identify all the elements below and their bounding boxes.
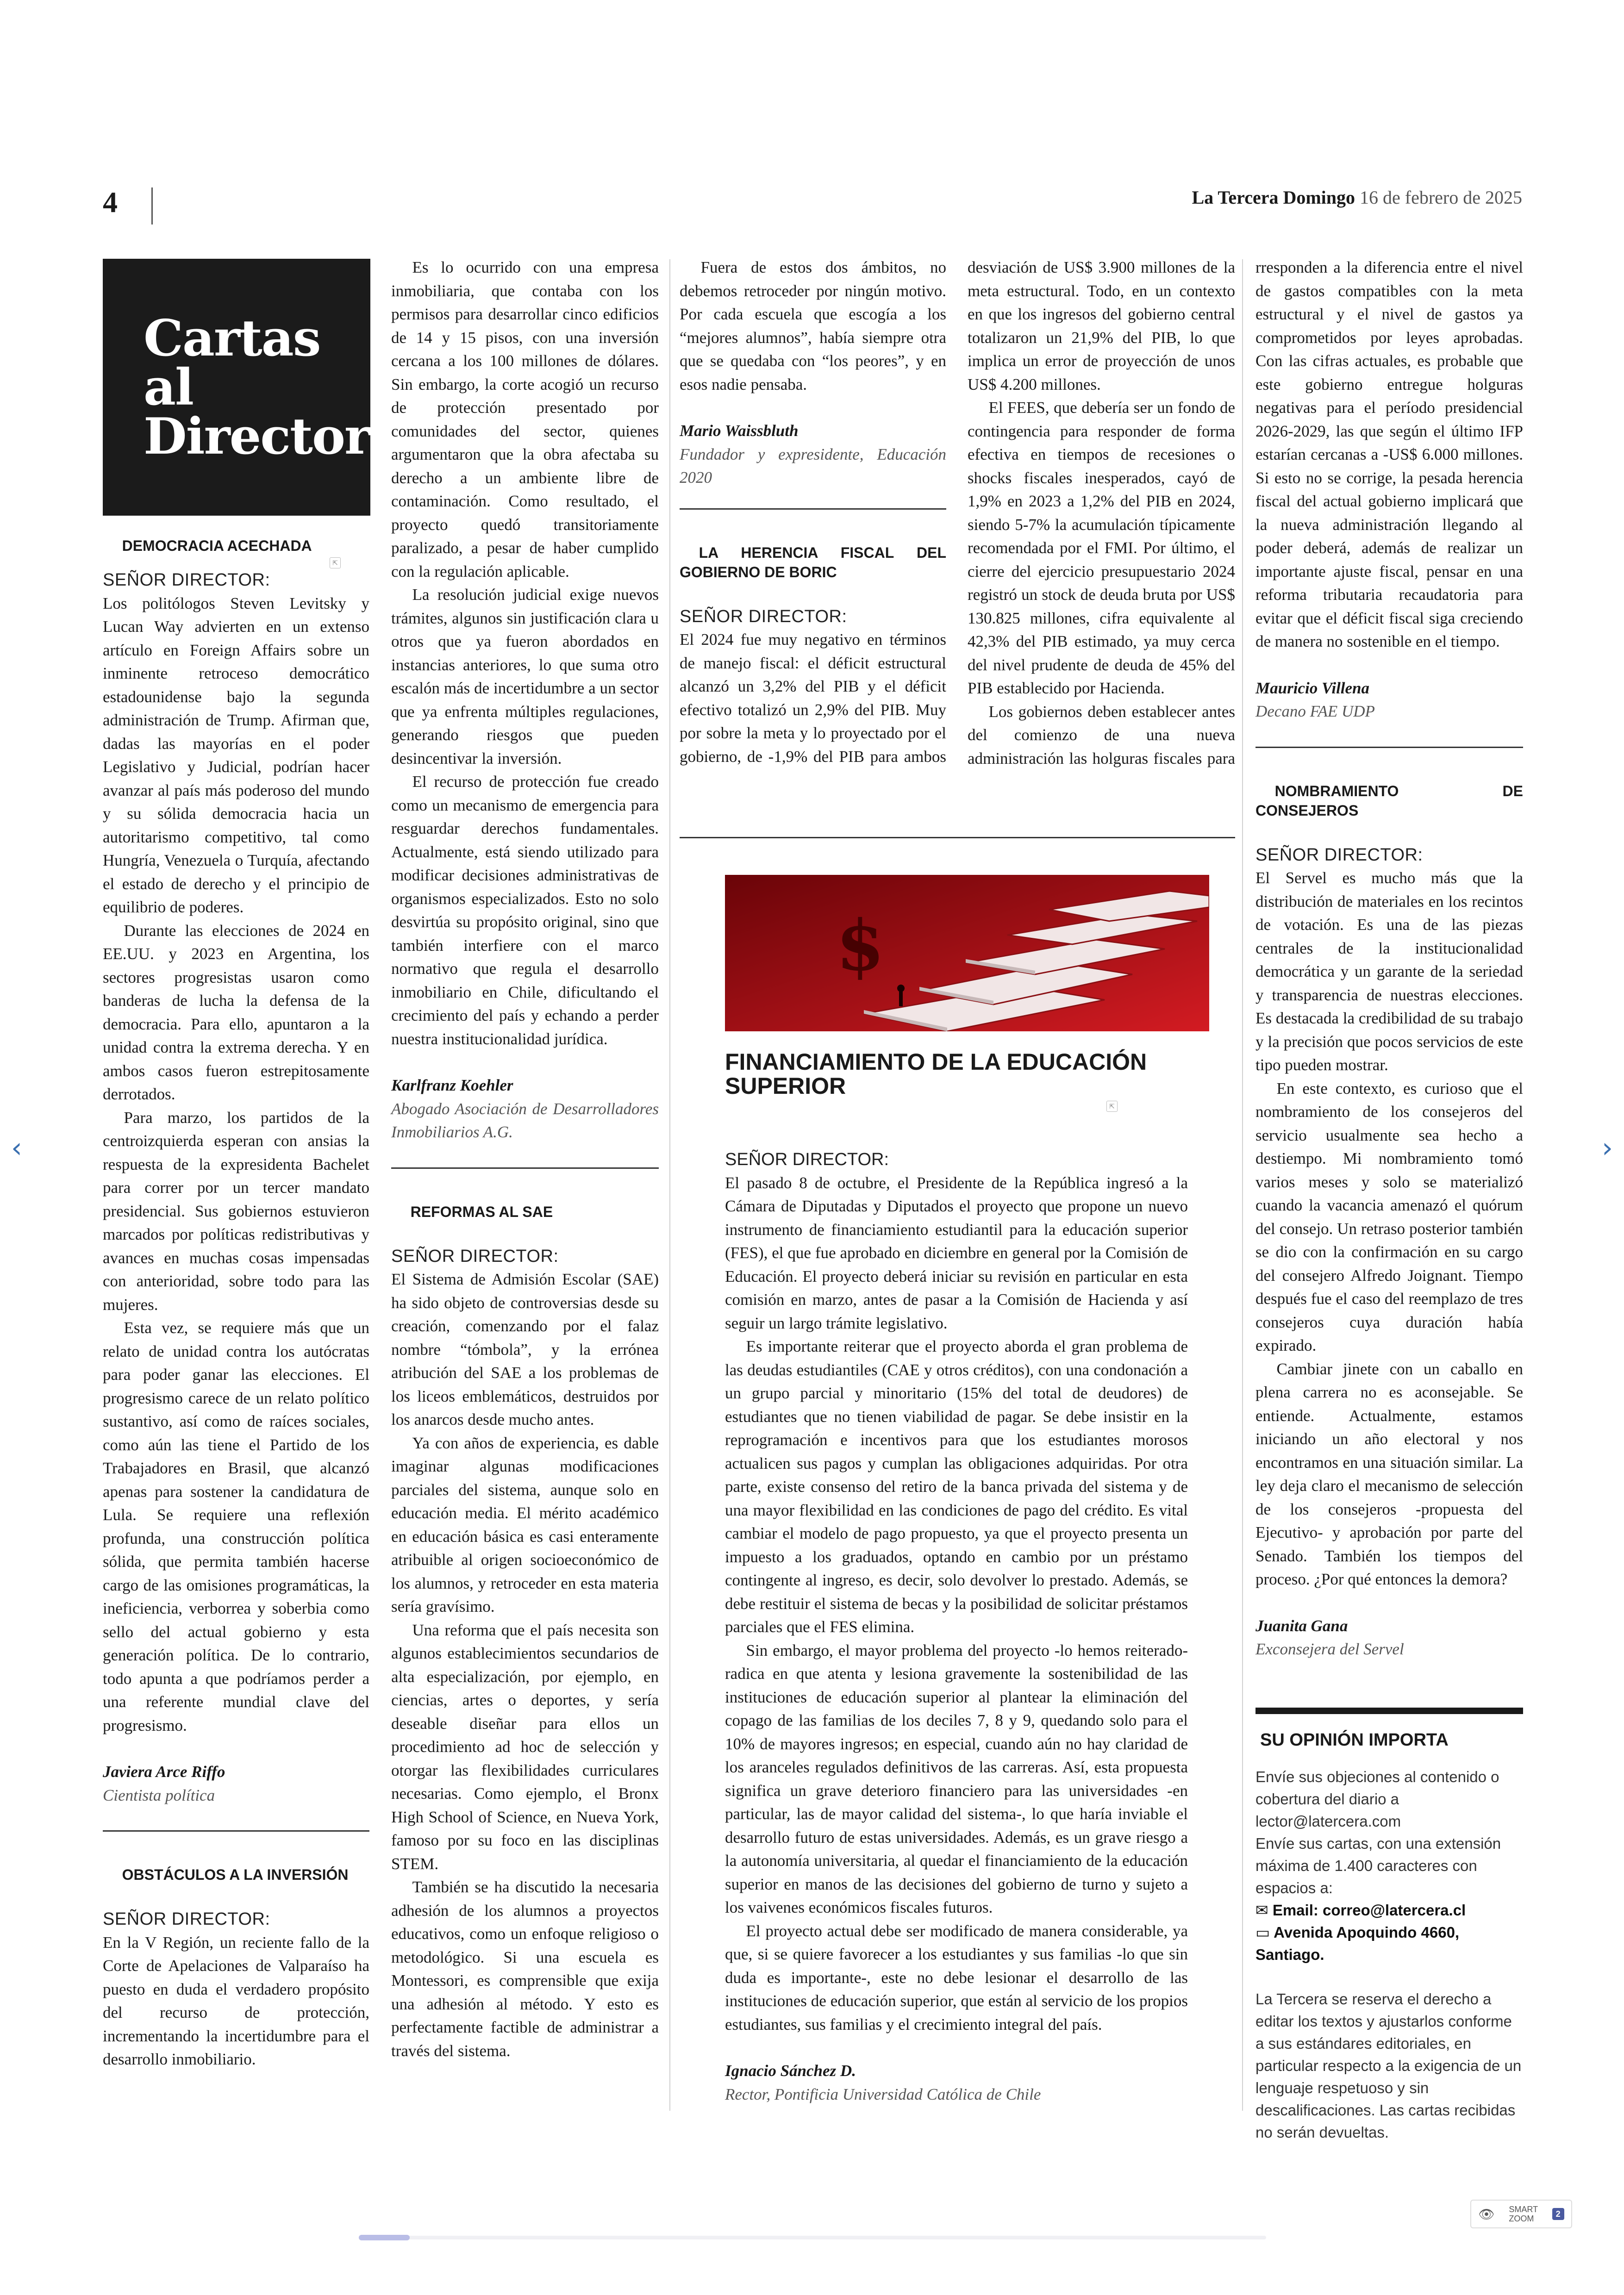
- paragraph: Para marzo, los partidos de la centroizquierda esperan con ansias la respuesta de la expresidenta Bachelet para correr por un tercer mandato presidencial. Sus gobiernos estuvieron marcados por políticas redistributivas y avances en muchas cosas impensadas con anterioridad, sobre todo para las mujeres.: [103, 1108, 369, 1314]
- letter-author-role: Decano FAE UDP: [1255, 702, 1375, 720]
- opinion-box-body: [1255, 1766, 1523, 2144]
- mailbox-icon: ▭: [1255, 1924, 1270, 1941]
- letter-title-democracia: DEMOCRACIA ACECHADA: [122, 537, 312, 554]
- divider: [391, 1167, 659, 1169]
- opinion-email-row: [1255, 1899, 1523, 1921]
- paragraph: Sin embargo, el mayor problema del proyecto -lo hemos reiterado- radica en que atenta y lesiona gravemente la sostenibilidad de las instituciones de educación superior al plantear la eliminación del copago de las familias de los deciles 7, 8 y 9, quedando solo para el 10% de mayores ingresos; en especial, cuando aún no hay claridad de los aranceles regulados definitivos de las carreras. Así, esta propuesta significa un grave deterioro financiero para las universidades -en particular, las de mayor calidad del sistema-, lo que haría inviable el desarrollo futuro de estas universidades. Además, es un grave riesgo a la autonomía universitaria, al quedar el financiamiento de la educación superior en manos de las decisiones del gobierno de turno y sujeto a los vaivenes económicos fiscales futuros.: [725, 1641, 1188, 1916]
- letter-title-herencia: LA HERENCIA FISCAL DEL GOBIERNO DE BORIC: [680, 544, 946, 580]
- chevron-right-icon[interactable]: ›: [1602, 1132, 1613, 1164]
- opinion-line: Envíe sus cartas, con una extensión máxima de 1.400 caracteres con espacios a:: [1255, 1835, 1501, 1896]
- opinion-line: Envíe sus objeciones al contenido o cobertura del diario a: [1255, 1768, 1499, 1808]
- section-title-box: [103, 259, 370, 516]
- opinion-disclaimer: La Tercera se reserva el derecho a editar los textos y ajustarlos conforme a sus estándares editoriales, en particular respecto a la exigencia de un lenguaje respetuoso y sin descalificaciones. Las cartas recibidas no serán devueltas.: [1255, 1990, 1522, 2141]
- column-4: [968, 256, 1235, 771]
- letter-author: Javiera Arce Riffo: [103, 1763, 225, 1781]
- publication-name: La Tercera Domingo: [1192, 187, 1355, 208]
- opinion-email[interactable]: Email: correo@latercera.cl: [1272, 1902, 1466, 1919]
- letter-author-role: Abogado Asociación de Desarrolladores Inmobiliarios A.G.: [391, 1099, 659, 1141]
- paragraph: Durante las elecciones de 2024 en EE.UU. y 2023 en Argentina, los sectores progresistas usaron como banderas de lucha la defensa de la democracia. Para ello, apuntaron a la unidad contra la extrema derecha. Y en ambos casos fueron estrepitosamente derrotados.: [103, 921, 369, 1103]
- letter-author: Mauricio Villena: [1255, 679, 1370, 697]
- scrollbar-thumb[interactable]: [359, 2235, 410, 2240]
- letter-author-role: Cientista política: [103, 1786, 215, 1804]
- letter-title-obstaculos: OBSTÁCULOS A LA INVERSIÓN: [122, 1866, 349, 1883]
- paragraph: En este contexto, es curioso que el nombramiento de los consejeros del servicio usualmente sea hecho a destiempo. Mi nombramiento tomó varios meses y solo se materializó cuando la vacancia amenazó el quórum del consejo. Un retraso posterior también se dio con la confirmación en su cargo del consejero Alfredo Joignant. Tiempo después fue el caso del reemplazo de tres consejeros cuya duración había expirado.: [1255, 1079, 1523, 1354]
- letter-author: Mario Waissbluth: [680, 422, 799, 440]
- column-5: [1255, 256, 1523, 1661]
- article-illustration: [725, 875, 1209, 1031]
- letter-title-sae: REFORMAS AL SAE: [410, 1203, 553, 1220]
- publication-date: 16 de febrero de 2025: [1360, 187, 1522, 208]
- letter-title-educacion: FINANCIAMIENTO DE LA EDUCACIÓN SUPERIOR: [725, 1049, 1147, 1099]
- page-number-separator: [151, 187, 153, 225]
- svg-text:$: $: [836, 905, 885, 986]
- paragraph: Fuera de estos dos ámbitos, no debemos retroceder por ningún motivo. Por cada escuela que escogía a los “mejores alumnos”, había siempre otra que se quedaba con “los peores”, y en esos nadie pensaba.: [680, 258, 946, 393]
- section-title-line-2: Director: [144, 407, 370, 466]
- paragraph: Cambiar jinete con un caballo en plena carrera no es aconsejable. Se entiende. Actualmente, estamos iniciando un año electoral y nos encontramos en una situación similar. La ley deja claro el mecanismo de selección de los consejeros -propuesta del Ejecutivo- y aprobación por parte del Senado. También los tiempos del proceso. ¿Por qué entonces la demora?: [1255, 1360, 1523, 1588]
- paragraph: Los gobiernos deben establecer antes del comienzo de una nueva administración las holguras fiscales para: [968, 702, 1235, 767]
- education-article-body: [725, 1148, 1188, 2106]
- salutation: SEÑOR DIRECTOR:: [725, 1150, 889, 1169]
- paragraph: Los politólogos Steven Levitsky y Lucan Way advierten en un extenso artículo en Foreign Affairs sobre un inminente retroceso democrático estadounidense bajo la segunda administración de Trump. Afirman que, dadas las mayorías en el poder Legislativo y Judicial, podrían hacer avanzar al país más poderoso del mundo y su sólida democracia hacia un autoritarismo competitivo, tal como Hungría, Venezuela o Turquía, afectando el estado de derecho y el principio de equilibrio de poderes.: [103, 594, 369, 916]
- envelope-icon: ✉: [1255, 1902, 1268, 1919]
- letter-author: Karlfranz Koehler: [391, 1076, 513, 1094]
- page-badge: 2: [1552, 2208, 1564, 2220]
- opinion-box-rule: [1255, 1708, 1523, 1714]
- letter-author: Ignacio Sánchez D.: [725, 2062, 856, 2080]
- salutation: SEÑOR DIRECTOR:: [680, 606, 847, 626]
- paragraph: El recurso de protección fue creado como un mecanismo de emergencia para resguardar derechos fundamentales. Actualmente, está siendo utilizado para modificar decisiones administrativas de organismos especializados. Esto no solo desvirtúa su propósito original, sino que también interfiere con el marco normativo que regula el desarrollo inmobiliario en Chile, dificultando el crecimiento del país y echando a perder nuestra institucionalidad jurídica.: [391, 773, 659, 1048]
- letter-author-role: Fundador y expresidente, Educación 2020: [680, 445, 946, 486]
- divider: [103, 1830, 369, 1832]
- letter-author: Juanita Gana: [1255, 1616, 1348, 1635]
- column-3: [680, 256, 946, 768]
- masthead: [1192, 187, 1522, 208]
- salutation: SEÑOR DIRECTOR:: [1255, 845, 1423, 865]
- paragraph-continued: desviación de US$ 3.900 millones de la meta estructural. Todo, en un contexto en que los ingresos del gobierno central totalizaron un 21,9% del PIB, lo que implica un error de proyección de unos US$ 4.200 millones.: [968, 258, 1235, 393]
- column-rule: [1242, 259, 1243, 2111]
- salutation: SEÑOR DIRECTOR:: [103, 1909, 270, 1929]
- divider: [680, 508, 946, 510]
- scrollbar-track[interactable]: [359, 2236, 1266, 2239]
- letter-author-role: Exconsejera del Servel: [1255, 1640, 1404, 1658]
- chevron-left-icon[interactable]: ‹: [11, 1132, 22, 1164]
- salutation: SEÑOR DIRECTOR:: [391, 1246, 559, 1266]
- paragraph: Una reforma que el país necesita son algunos establecimientos secundarios de alta especialización, por ejemplo, en ciencias, artes o deportes, y sería deseable diseñar para ellos un procedimiento ad hoc de selección y otorgar las flexibilidades curriculares necesarias. Como ejemplo, el Bronx High School of Science, en Nueva York, famoso por su foco en las disciplinas STEM.: [391, 1621, 659, 1873]
- eye-icon: 👁: [1478, 2207, 1495, 2221]
- smart-zoom-label: [1509, 2205, 1538, 2223]
- paragraph: El pasado 8 de octubre, el Presidente de la República ingresó a la Cámara de Diputadas y Diputados el proyecto que propone un nuevo instrumento de financiamiento estudiantil para la educación superior (FES), el que fue aprobado en diciembre en general por la Comisión de Educación. El proyecto deberá iniciar su revisión en particular en esta comisión en marzo, antes de pasar a la Comisión de Hacienda y así seguir un largo trámite legislativo.: [725, 1173, 1188, 1332]
- paragraph-continued: rresponden a la diferencia entre el nivel de gastos compatibles con la meta estructural y el nivel de gastos ya comprometidos por leyes aprobadas. Con las cifras actuales, es probable que este gobierno entregue holguras negativas para el período presidencial 2026-2029, las que según el último IFP estarían cercanas a -US$ 6.000 millones. Si esto no se corrige, la pesada herencia fiscal del actual gobierno implicará que la nueva administración llegando al poder deberá, además de realizar un importante ajuste fiscal, pensar en una reforma tributaria recaudatoria para evitar que el déficit fiscal siga creciendo de manera no sostenible en el tiempo.: [1255, 258, 1523, 650]
- paragraph: En la V Región, un reciente fallo de la Corte de Apelaciones de Valparaíso ha puesto en duda el verdadero propósito del recurso de protección, incrementando la incertidumbre para el desarrollo inmobiliario.: [103, 1933, 369, 2068]
- paragraph: Es lo ocurrido con una empresa inmobiliaria, que contaba con los permisos para desarrollar cinco edificios de 14 y 15 pisos, con una inversión cercana a los 100 millones de dólares. Sin embargo, la corte acogió un recurso de protección presentado por comunidades del sector, quienes argumentaron que la obra afectaba su derecho a un ambiente libre de contaminación. Como resultado, el proyecto quedó transitoriamente paralizado, a pesar de haber cumplido con la regulación aplicable.: [391, 258, 659, 580]
- paragraph: Ya con años de experiencia, es dable imaginar algunas modificaciones parciales del sistema, aunque solo en educación media. El mérito académico en educación básica es casi enteramente atribuible al origen socioeconómico de los alumnos, y retroceder en esta materia sería gravísimo.: [391, 1434, 659, 1615]
- opinion-email-plain[interactable]: lector@latercera.com: [1255, 1813, 1401, 1830]
- paragraph: El 2024 fue muy negativo en términos de manejo fiscal: el déficit estructural alcanzó un 3,2% del PIB y el déficit efectivo totalizó un 2,9% del PIB. Muy por sobre la meta y lo proyectado por el gobierno, de -1,9% del PIB para ambos: [680, 630, 946, 766]
- paragraph: El proyecto actual debe ser modificado de manera considerable, ya que, si se quiere favorecer a los estudiantes y sus familias -lo que sin duda es importante-, este no debe lesionar el desarrollo de las instituciones de educación superior, que están al servicio de los propios estudiantes, sus familias y el crecimiento integral del país.: [725, 1921, 1188, 2033]
- expand-icon[interactable]: ⇱: [1106, 1101, 1118, 1112]
- paragraph: El FEES, que debería ser un fondo de contingencia para responder de forma efectiva en tiempos de recesiones o shocks fiscales inesperados, cayó de 1,9% en 2023 a 1,2% del PIB en 2024, siendo 5-7% la acumulación típicamente recomendada por el FMI. Por último, el cierre del ejercicio presupuestario 2024 registró un stock de deuda bruta por US$ 130.825 millones, cifra equivalente al 42,3% del PIB estimado, ya muy cerca del nivel prudente de deuda de 45% del PIB establecido por Hacienda.: [968, 399, 1235, 697]
- salutation: SEÑOR DIRECTOR:: [103, 570, 270, 590]
- page-number: 4: [103, 186, 118, 218]
- letter-title-consejeros: NOMBRAMIENTO DE CONSEJEROS: [1255, 782, 1523, 819]
- smart-zoom-label-2: ZOOM: [1509, 2214, 1534, 2223]
- column-1: [103, 536, 369, 2071]
- column-rule: [669, 259, 670, 2111]
- opinion-address-row: [1255, 1921, 1523, 1966]
- divider: [1255, 747, 1523, 748]
- paragraph: El Servel es mucho más que la distribución de materiales en los recintos de votación. Es una de las piezas centrales de la institucionalidad democrática y un garante de la seriedad y transparencia de nuestras elecciones. Es destacada la credibilidad de su trabajo y la precisión que pocos servicios de este tipo pueden mostrar.: [1255, 869, 1523, 1074]
- paragraph: La resolución judicial exige nuevos trámites, algunos sin justificación clara u otros que ya fueron abordados en instancias anteriores, lo que suma otro escalón más de incertidumbre a un sector que ya enfrenta múltiples regulaciones, generando riesgos que pueden desincentivar la inversión.: [391, 586, 659, 767]
- opinion-address: Avenida Apoquindo 4660, Santiago.: [1255, 1924, 1460, 1963]
- column-2: [391, 256, 659, 2063]
- smart-zoom-label-1: SMART: [1509, 2205, 1538, 2214]
- paragraph: También se ha discutido la necesaria adhesión de los alumnos a proyectos educativos, como un enfoque religioso o metodológico. Si una escuela es Montessori, es comprensible que exija una adhesión al método. Y esto es perfectamente factible de administrar a través del sistema.: [391, 1878, 659, 2060]
- opinion-box-title: SU OPINIÓN IMPORTA: [1260, 1730, 1449, 1750]
- paragraph: Es importante reiterar que el proyecto aborda el gran problema de las deudas estudiantiles (CAE y otros créditos), con una condonación a un grupo parcial y minoritario (15% del total de deudores) de estudiantes que no tienen viabilidad de pagar. Se debe insistir en la reprogramación e incentivos para que los estudiantes morosos actualicen sus pagos y cumplan las obligaciones adquiridas. Por otra parte, existe consenso del retiro de la banca privada del sistema y de una mayor flexibilidad en las condiciones de pago del crédito. Es vital cambiar el modelo de pago propuesto, ya que el proyecto presenta un impuesto a los graduados, optando en cambio por un préstamo contingente al ingreso, es decir, solo devolver lo prestado. Además, se debe restituir el sistema de becas y la posibilidad de solicitar préstamos parciales que el FES elimina.: [725, 1337, 1188, 1636]
- smart-zoom-button[interactable]: [1470, 2200, 1572, 2228]
- section-divider: [680, 837, 1235, 838]
- books-dollar-illustration: [725, 875, 1209, 1031]
- letter-author-role: Rector, Pontificia Universidad Católica de Chile: [725, 2085, 1041, 2103]
- paragraph: Esta vez, se requiere más que un relato de unidad contra los autócratas para poder ganar las elecciones. El progresismo carece de un relato político sustantivo, así como de raíces sociales, como aún las tiene el Partido de los Trabajadores en Brasil, que alcanzó apenas para sostener la candidatura de Lula. Se requiere una reflexión profunda, una construcción política sólida, que permita también hacerse cargo de las omisiones programáticas, la ineficiencia, verborrea y soberbia como sello del actual gobierno y esta generación política. De lo contrario, todo apunta a que podríamos perder a una referente mundial clave del progresismo.: [103, 1319, 369, 1734]
- expand-icon[interactable]: ⇱: [330, 557, 341, 568]
- section-title-line-1: Cartas al: [144, 309, 320, 417]
- paragraph: El Sistema de Admisión Escolar (SAE) ha sido objeto de controversias desde su creación, comenzando por el falaz nombre “tómbola”, y la errónea atribución del SAE a los problemas de los liceos emblemáticos, destruidos por los anarcos desde mucho antes.: [391, 1270, 659, 1428]
